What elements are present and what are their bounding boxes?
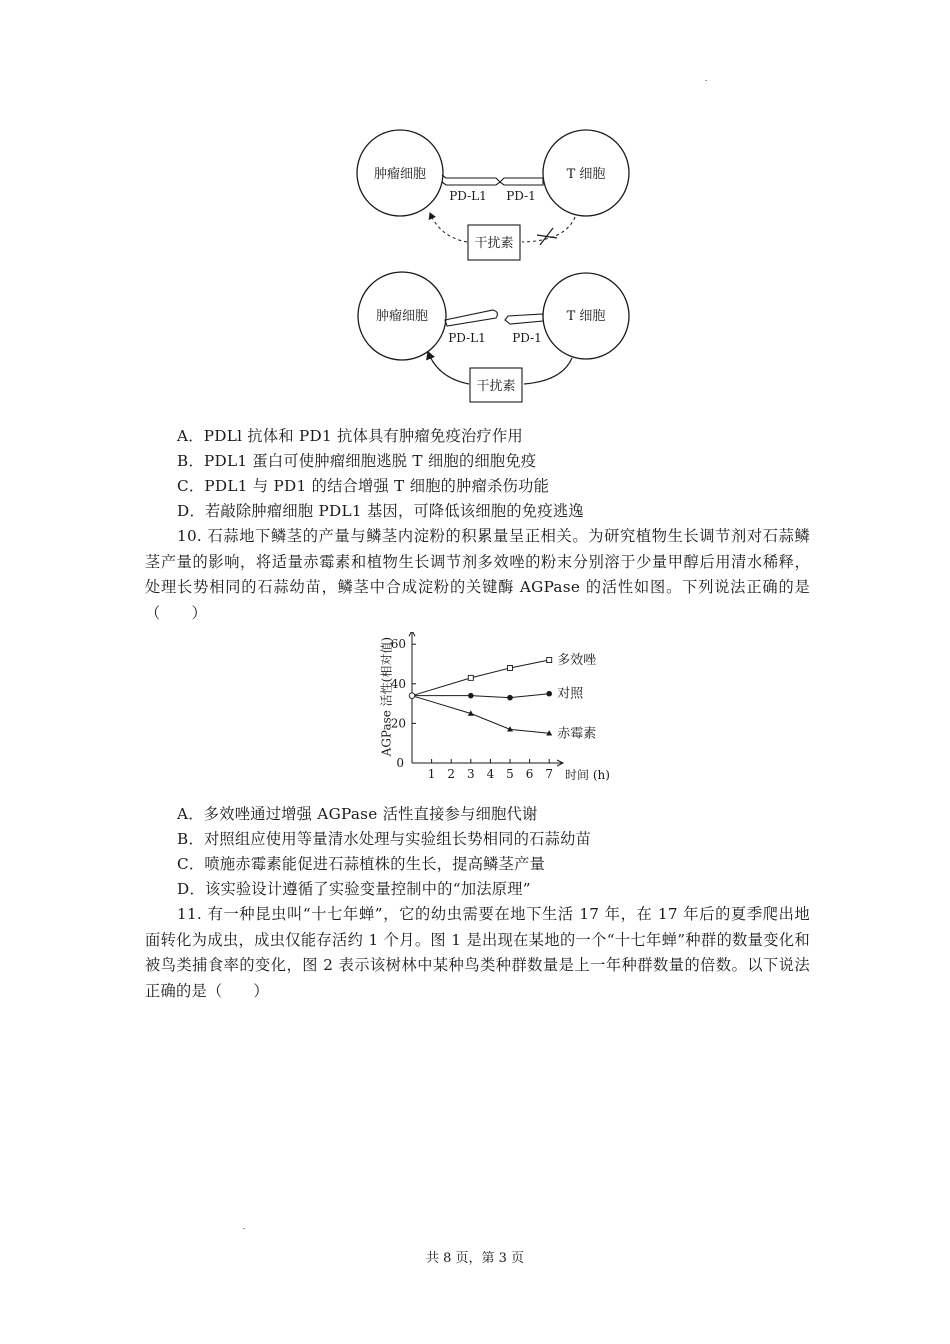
question-10-text: 10. 石蒜地下鳞茎的产量与鳞茎内淀粉的积累量呈正相关。为研究植物生长调节剂对石蒜鳞茎产量的影响，将适量赤霉素和植物生长调节剂多效唑的粉末分别溶于少量甲醇后用清水稀释，处理长势相同的石蒜幼苗，鳞茎中合成淀粉的关键酶 AGPase 的活性如图。下列说法正确的是（ ） xyxy=(145,527,810,622)
dashed-arrow-box-to-tumor xyxy=(430,213,467,242)
x-tick-label: 3 xyxy=(466,767,475,781)
pd-l1-pd-1-bond xyxy=(442,175,543,185)
data-point xyxy=(546,691,552,697)
series-label: 多效唑 xyxy=(557,653,597,669)
series-line xyxy=(412,696,549,734)
q10-option-a: A．多效唑通过增强 AGPase 活性直接参与细胞代谢 xyxy=(177,805,538,823)
pd-l1-protein xyxy=(445,310,497,326)
pd-l1-diagram-top xyxy=(350,125,640,270)
arrow-t-to-box xyxy=(524,358,572,384)
data-point xyxy=(507,695,513,701)
q9-option-c: C．PDL1 与 PD1 的结合增强 T 细胞的肿瘤杀伤功能 xyxy=(177,477,550,495)
series-line xyxy=(412,694,549,698)
pd-1-label: PD-1 xyxy=(506,189,536,203)
series-label: 赤霉素 xyxy=(557,726,597,742)
q10-option-c: C．喷施赤霉素能促进石蒜植株的生长，提高鳞茎产量 xyxy=(177,855,546,873)
data-point xyxy=(547,658,552,663)
x-axis-label: 时间 (h) xyxy=(565,768,610,782)
interferon-label: 干扰素 xyxy=(474,236,514,251)
pd-1-protein xyxy=(505,314,543,324)
dashed-arrow-t-to-box xyxy=(522,217,575,242)
data-point xyxy=(508,665,513,670)
arrow-box-to-tumor xyxy=(428,352,469,384)
agpase-activity-chart xyxy=(360,632,620,782)
start-point xyxy=(409,693,415,699)
y-axis-label: AGPase 活性(相对值) xyxy=(379,636,394,757)
x-tick-label: 5 xyxy=(506,767,514,781)
chart-series-group xyxy=(409,653,597,741)
q9-option-a: A．PDLl 抗体和 PD1 抗体具有肿瘤免疫治疗作用 xyxy=(177,427,523,445)
data-point xyxy=(468,675,473,680)
x-tick-label: 4 xyxy=(486,767,495,781)
q10-option-b: B．对照组应使用等量清水处理与实验组长势相同的石蒜幼苗 xyxy=(177,830,592,848)
x-tick-label: 2 xyxy=(447,767,456,781)
pd-l1-diagram-bottom xyxy=(350,268,640,413)
pd-l1-label: PD-L1 xyxy=(449,189,487,203)
q10-option-d: D．该实验设计遵循了实验变量控制中的“加法原理” xyxy=(177,880,531,898)
tumor-cell-label: 肿瘤细胞 xyxy=(375,309,429,324)
y-tick-label: 40 xyxy=(390,676,406,691)
x-tick-label: 6 xyxy=(525,767,534,781)
question-11-text: 11. 有一种昆虫叫“十七年蝉”，它的幼虫需要在地下生活 17 年，在 17 年后的夏季爬出地面转化为成虫，成虫仅能存活约 1 个月。图 1 是出现在某地的一个“十七年蝉”种群的数量变化和被鸟类捕食率的变化，图 2 表示该树林中某种鸟类种群数量是上一年种群数量的倍数。以下说法正确的是（ ） xyxy=(145,905,810,1000)
q9-option-d: D．若敲除肿瘤细胞 PDL1 基因，可降低该细胞的免疫逃逸 xyxy=(177,502,584,520)
y-tick-label: 20 xyxy=(390,716,406,731)
series-label: 对照 xyxy=(557,686,584,702)
x-tick-label: 1 xyxy=(427,767,436,781)
scan-dot xyxy=(243,1228,245,1229)
t-cell-label: T 细胞 xyxy=(566,309,606,324)
page-footer: 共 8 页，第 3 页 xyxy=(425,1251,525,1266)
data-point xyxy=(468,693,474,699)
pd-1-label: PD-1 xyxy=(512,331,542,345)
series-line xyxy=(412,660,549,696)
interferon-label: 干扰素 xyxy=(476,379,516,394)
t-cell-label: T 细胞 xyxy=(566,167,606,182)
origin-label: 0 xyxy=(396,756,404,770)
chart-axes xyxy=(391,632,563,781)
x-tick-label: 7 xyxy=(545,767,554,781)
q9-option-b: B．PDL1 蛋白可使肿瘤细胞逃脱 T 细胞的细胞免疫 xyxy=(177,452,537,470)
scan-dot xyxy=(705,80,707,81)
tumor-cell-label: 肿瘤细胞 xyxy=(373,167,427,182)
y-tick-label: 60 xyxy=(390,637,406,652)
pd-l1-label: PD-L1 xyxy=(448,331,486,345)
